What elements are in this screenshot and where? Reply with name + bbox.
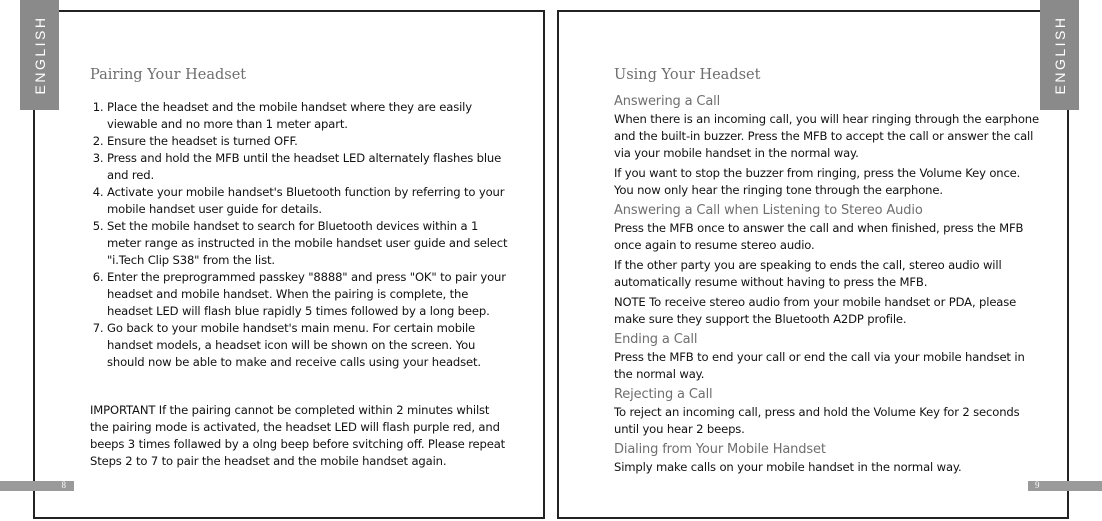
right-page-title: Using Your Headset: [614, 67, 761, 83]
section-paragraph: To reject an incoming call, press and hold the Volume Key for 2 seconds until you hear 2 beeps.: [614, 405, 1020, 436]
page-number-left: 8: [61, 480, 66, 490]
section-paragraph: Press the MFB once to answer the call and when finished, press the MFB once again to resume stereo audio.: [614, 221, 1024, 252]
footer-bar-left: [0, 481, 74, 491]
section-paragraph: NOTE To receive stereo audio from your mobile handset or PDA, please make sure they support the Bluetooth A2DP profile.: [614, 295, 1017, 326]
pairing-step: 5. Set the mobile handset to search for Bluetooth devices within a 1 meter range as instructed in the mobile handset user guide and select "i.Tech Clip S38" from the list.: [107, 218, 510, 269]
section-paragraph: When there is an incoming call, you will hear ringing through the earphone and the built-in buzzer. Press the MFB to accept the call or answer the call via your mobile handset in the normal way.: [614, 112, 1039, 160]
pairing-step: 1. Place the headset and the mobile handset where they are easily viewable and no more than 1 meter apart.: [107, 99, 510, 133]
pairing-step: 3. Press and hold the MFB until the headset LED alternately flashes blue and red.: [107, 150, 510, 184]
section-heading-dialing: Dialing from Your Mobile Handset: [614, 442, 826, 457]
language-tab-label: ENGLISH: [1051, 15, 1068, 95]
left-page-title: Pairing Your Headset: [90, 67, 247, 83]
pairing-instructions: [90, 99, 510, 470]
pairing-step: 4. Activate your mobile handset's Bluetooth function by referring to your mobile handset user guide for details.: [107, 184, 510, 218]
section-heading-answering-stereo: Answering a Call when Listening to Stereo Audio: [614, 203, 923, 218]
pairing-steps-list: [90, 99, 510, 371]
page-number-right: 9: [1035, 480, 1040, 490]
language-tab-label: ENGLISH: [31, 15, 48, 95]
section-heading-ending-call: Ending a Call: [614, 332, 698, 347]
language-tab-left: [20, 0, 59, 110]
section-heading-answering-call: Answering a Call: [614, 94, 721, 109]
pairing-step: 2. Ensure the headset is turned OFF.: [107, 133, 510, 150]
important-note: IMPORTANT If the pairing cannot be completed within 2 minutes whilst the pairing mode is activated, the headset LED will flash purple red, and beeps 3 times follawed by a olng beep before svitching off. Please repeat Steps 2 to 7 to pair the headset and the mobile handset again.: [90, 403, 506, 468]
section-paragraph: Press the MFB to end your call or end the call via your mobile handset in the normal way.: [614, 350, 1025, 381]
section-paragraph: If the other party you are speaking to ends the call, stereo audio will automatically resume without having to press the MFB.: [614, 258, 1002, 289]
section-paragraph: If you want to stop the buzzer from ringing, press the Volume Key once. You now only hear the ringing tone through the earphone.: [614, 166, 1021, 197]
pairing-step: 7. Go back to your mobile handset's main menu. For certain mobile handset models, a headset icon will be shown on the screen. You should now be able to make and receive calls using your headset.: [107, 320, 510, 371]
footer-bar-right: [1028, 481, 1102, 491]
pairing-step: 6. Enter the preprogrammed passkey "8888" and press "OK" to pair your headset and mobile handset. When the pairing is complete, the headset LED will flash blue rapidly 5 times followed by a long beep.: [107, 269, 510, 320]
section-heading-rejecting-call: Rejecting a Call: [614, 387, 713, 402]
section-paragraph: Simply make calls on your mobile handset in the normal way.: [614, 460, 962, 474]
language-tab-right: [1040, 0, 1079, 110]
usage-instructions: [614, 93, 1039, 479]
